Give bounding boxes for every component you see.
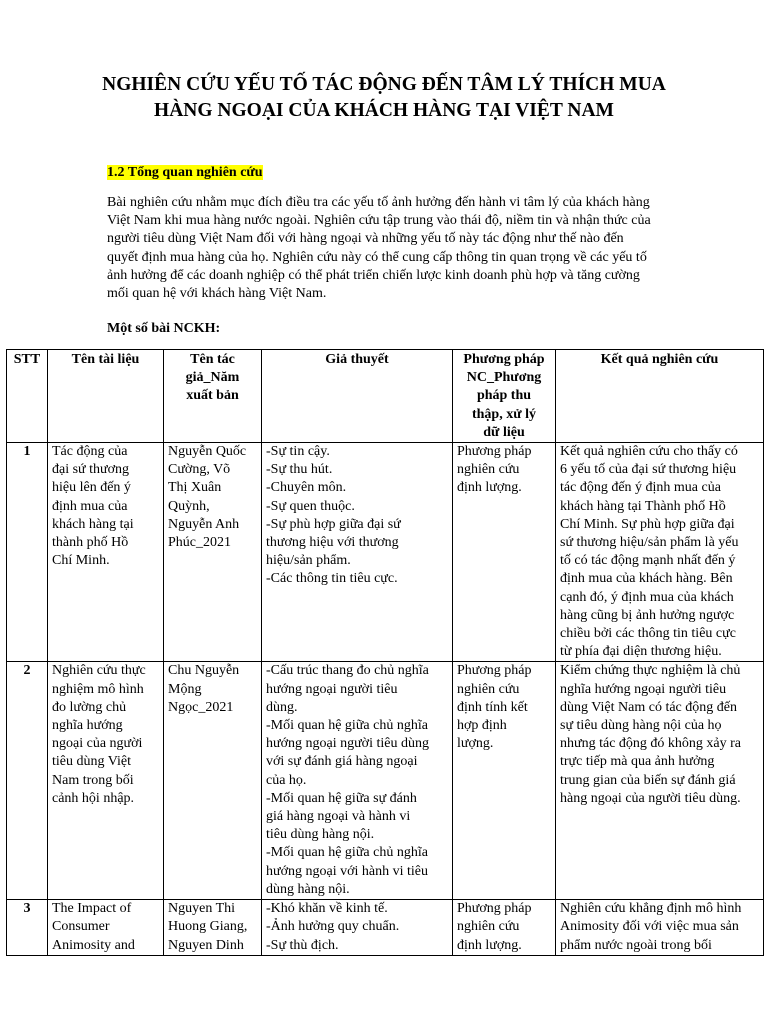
intro-line: ảnh hưởng để các doanh nghiệp có thể phát triển chiến lược kinh doanh phù hợp và tăng cường xyxy=(107,267,640,283)
cell-line: trực tiếp mà qua ảnh hưởng xyxy=(560,754,715,770)
cell-hypothesis xyxy=(262,662,453,900)
cell-line: -Chuyên môn. xyxy=(266,480,347,496)
cell-line: -Cấu trúc thang đo chủ nghĩa xyxy=(266,663,429,679)
cell-line: hiệu lên đến ý xyxy=(52,480,131,496)
cell-line: đo lường chủ xyxy=(52,699,127,715)
cell-line: 6 yếu tố của đại sứ thương hiệu xyxy=(560,462,737,478)
cell-line: hướng ngoại người tiêu dùng xyxy=(266,736,429,752)
cell-title xyxy=(48,900,164,956)
page-title-line-2: HÀNG NGOẠI CỦA KHÁCH HÀNG TẠI VIỆT NAM xyxy=(154,100,614,121)
cell-line: Kiểm chứng thực nghiệm là chủ xyxy=(560,663,741,679)
cell-line: Phương pháp xyxy=(457,444,532,460)
cell-line: nghiệm mô hình xyxy=(52,681,144,697)
header-title xyxy=(48,350,164,443)
cell-line: Tên tài liệu xyxy=(71,352,140,367)
cell-line: Animosity and xyxy=(52,937,135,953)
cell-line: của họ. xyxy=(266,772,307,788)
cell-line: định mua của khách hàng. Bên xyxy=(560,571,733,587)
cell-line: trung gian của biến sự đánh giá xyxy=(560,772,736,788)
cell-line: The Impact of xyxy=(52,901,132,917)
cell-stt: 2 xyxy=(7,662,48,900)
section-heading-highlight: 1.2 Tổng quan nghiên cứu xyxy=(107,165,263,180)
cell-line: Mộng xyxy=(168,681,202,697)
intro-line: người tiêu dùng Việt Nam đối với hàng ngoại và những yếu tố này tác động như thế nào đến xyxy=(107,231,624,247)
header-stt xyxy=(7,350,48,443)
cell-author xyxy=(164,900,262,956)
cell-method xyxy=(453,443,556,662)
cell-line: -Sự thu hút. xyxy=(266,462,333,478)
cell-line: NC_Phương xyxy=(466,370,542,386)
cell-line: với sự đánh giá hàng ngoại xyxy=(266,754,418,770)
research-table xyxy=(6,349,764,956)
cell-line: Nguyễn Quốc xyxy=(168,444,247,460)
table-header-row xyxy=(7,350,764,443)
intro-line: Việt Nam khi mua hàng nước ngoài. Nghiên cứu tập trung vào thái độ, niềm tin và nhận thức của xyxy=(107,213,651,229)
cell-line: Consumer xyxy=(52,919,110,935)
cell-line: nghĩa hướng ngoại người tiêu xyxy=(560,681,727,697)
cell-line: Animosity đối với việc mua sản xyxy=(560,919,739,935)
cell-line: Thị Xuân xyxy=(168,480,222,496)
cell-line: -Mối quan hệ giữa chủ nghĩa xyxy=(266,718,428,734)
cell-line: hàng cũng bị ảnh hưởng ngược xyxy=(560,607,735,623)
cell-line: Phương pháp xyxy=(457,901,532,917)
cell-result xyxy=(556,443,764,662)
cell-line: STT xyxy=(13,352,41,367)
cell-line: -Khó khăn về kinh tế. xyxy=(266,901,388,917)
cell-line: sứ thương hiệu/sản phẩm là yếu xyxy=(560,535,739,551)
cell-line: phẩm nước ngoài trong bối xyxy=(560,937,712,953)
cell-line: Quỳnh, xyxy=(168,498,210,514)
cell-line: lượng. xyxy=(457,736,494,752)
cell-hypothesis xyxy=(262,443,453,662)
page-title xyxy=(0,72,768,124)
cell-author xyxy=(164,443,262,662)
cell-method xyxy=(453,900,556,956)
cell-title xyxy=(48,662,164,900)
cell-line: hàng ngoại của người tiêu dùng. xyxy=(560,790,741,806)
cell-line: Ngọc_2021 xyxy=(168,699,234,715)
cell-line: -Sự tin cậy. xyxy=(266,444,330,460)
cell-line: thập, xử lý xyxy=(471,406,537,422)
cell-line: xuất bản xyxy=(186,388,239,404)
cell-title xyxy=(48,443,164,662)
cell-line: -Các thông tin tiêu cực. xyxy=(266,571,398,587)
cell-line: Phúc_2021 xyxy=(168,535,231,551)
cell-line: dữ liệu xyxy=(483,424,525,440)
header-method xyxy=(453,350,556,443)
intro-line: mối quan hệ với khách hàng Việt Nam. xyxy=(107,286,327,302)
cell-result xyxy=(556,900,764,956)
cell-line: -Mối quan hệ giữa chủ nghĩa xyxy=(266,845,428,861)
cell-line: Giả thuyết xyxy=(325,352,389,367)
cell-line: -Mối quan hệ giữa sự đánh xyxy=(266,790,417,806)
cell-line: tác động đến ý định mua của xyxy=(560,480,721,496)
cell-line: hiệu/sản phẩm. xyxy=(266,553,351,569)
cell-line: Chí Minh. Sự phù hợp giữa đại xyxy=(560,516,735,532)
cell-line: Cường, Võ xyxy=(168,462,231,478)
page-title-line-1: NGHIÊN CỨU YẾU TỐ TÁC ĐỘNG ĐẾN TÂM LÝ THÍCH MUA xyxy=(102,74,666,95)
cell-line: cạnh đó, ý định mua của khách xyxy=(560,589,734,605)
cell-line: Nguyen Dinh xyxy=(168,937,244,953)
cell-author xyxy=(164,662,262,900)
cell-line: Tên tác xyxy=(190,352,235,367)
cell-line: dùng Việt Nam có tác động đến xyxy=(560,699,737,715)
cell-line: nghiên cứu xyxy=(457,681,520,697)
intro-line: Bài nghiên cứu nhằm mục đích điều tra các yếu tố ảnh hưởng đến hành vi tâm lý của khách hàng xyxy=(107,195,650,210)
cell-line: giả_Năm xyxy=(185,370,240,386)
cell-line: hợp định xyxy=(457,718,507,734)
cell-line: Tác động của xyxy=(52,444,128,460)
cell-line: tiêu dùng hàng nội. xyxy=(266,827,375,843)
cell-line: Nghiên cứu khẳng định mô hình xyxy=(560,901,742,917)
list-heading: Một số bài NCKH: xyxy=(107,321,221,336)
intro-line: quyết định mua hàng của họ. Nghiên cứu này có thể cung cấp thông tin quan trọng về các yếu tố xyxy=(107,249,647,265)
table-row xyxy=(7,443,764,662)
cell-line: ngoại của người xyxy=(52,736,143,752)
cell-line: từ phía đại diện thương hiệu. xyxy=(560,644,722,660)
header-result xyxy=(556,350,764,443)
cell-line: chiều bởi các thông tin tiêu cực xyxy=(560,626,736,642)
cell-line: sự tiêu dùng hàng nội của họ xyxy=(560,718,722,734)
cell-line: Nam trong bối xyxy=(52,772,134,788)
cell-line: Kết quả nghiên cứu cho thấy có xyxy=(560,444,738,460)
cell-line: Chu Nguyễn xyxy=(168,663,240,679)
cell-line: -Sự phù hợp giữa đại sứ xyxy=(266,516,401,532)
cell-hypothesis xyxy=(262,900,453,956)
cell-line: thành phố Hồ xyxy=(52,535,129,551)
cell-line: định lượng. xyxy=(457,480,522,496)
cell-line: hướng ngoại người tiêu xyxy=(266,681,398,697)
cell-line: định lượng. xyxy=(457,937,522,953)
cell-line: -Ảnh hưởng quy chuẩn. xyxy=(266,919,400,935)
cell-line: định tính kết xyxy=(457,699,528,715)
cell-line: Nghiên cứu thực xyxy=(52,663,146,679)
cell-stt: 3 xyxy=(7,900,48,956)
cell-line: pháp thu xyxy=(476,388,532,404)
cell-result xyxy=(556,662,764,900)
cell-line: Chí Minh. xyxy=(52,553,110,569)
cell-line: Nguyen Thi xyxy=(168,901,236,917)
table-row xyxy=(7,662,764,900)
cell-line: khách hàng tại Thành phố Hồ xyxy=(560,498,726,514)
header-author xyxy=(164,350,262,443)
cell-line: Phương pháp xyxy=(457,663,532,679)
cell-line: khách hàng tại xyxy=(52,516,134,532)
cell-line: tố có tác động mạnh nhất đến ý xyxy=(560,553,736,569)
cell-line: giá hàng ngoại và hành vi xyxy=(266,809,411,825)
intro-paragraph xyxy=(107,194,697,303)
cell-line: Kết quả nghiên cứu xyxy=(600,352,719,367)
table-row xyxy=(7,900,764,956)
cell-line: hướng ngoại với hành vi tiêu xyxy=(266,863,428,879)
cell-line: nghĩa hướng xyxy=(52,718,123,734)
cell-line: -Sự quen thuộc. xyxy=(266,498,355,514)
header-hypothesis xyxy=(262,350,453,443)
cell-line: Huong Giang, xyxy=(168,919,248,935)
cell-line: dùng hàng nội. xyxy=(266,881,350,897)
cell-line: nghiên cứu xyxy=(457,919,520,935)
cell-line: cảnh hội nhập. xyxy=(52,790,135,806)
cell-line: Nguyễn Anh xyxy=(168,516,240,532)
cell-line: nghiên cứu xyxy=(457,462,520,478)
cell-line: dùng. xyxy=(266,699,298,715)
section-heading xyxy=(107,164,263,182)
cell-line: nhưng tác động đó không xảy ra xyxy=(560,736,741,752)
cell-line: đại sứ thương xyxy=(52,462,130,478)
cell-stt: 1 xyxy=(7,443,48,662)
cell-line: thương hiệu với thương xyxy=(266,535,399,551)
cell-line: -Sự thù địch. xyxy=(266,937,339,953)
cell-line: Phương pháp xyxy=(463,352,545,367)
cell-line: định mua của xyxy=(52,498,128,514)
cell-method xyxy=(453,662,556,900)
cell-line: tiêu dùng Việt xyxy=(52,754,132,770)
